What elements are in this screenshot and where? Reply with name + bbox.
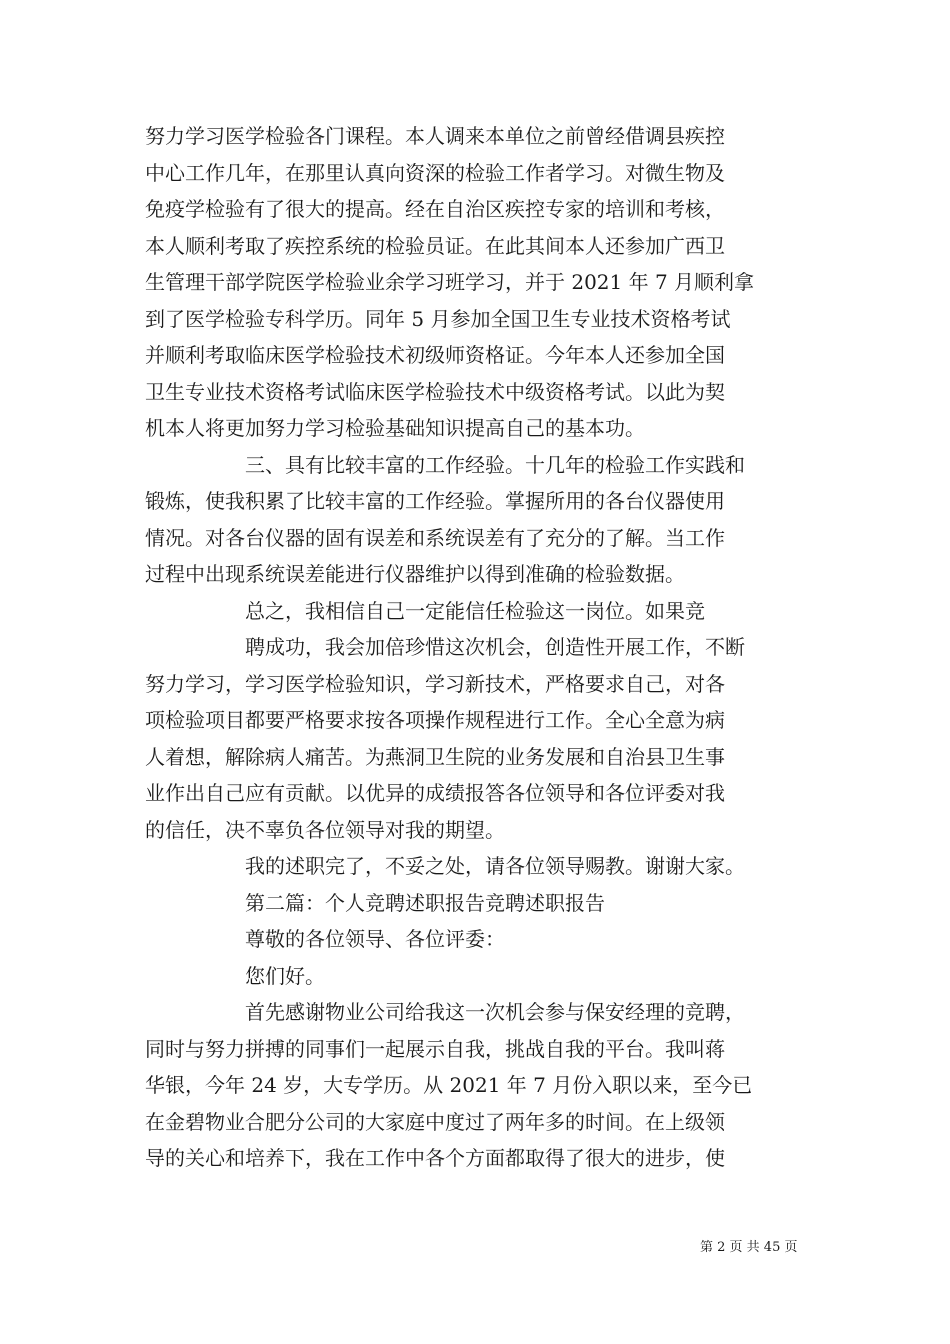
text-line: 首先感谢物业公司给我这一次机会参与保安经理的竞聘， xyxy=(245,1000,745,1024)
text-line: 业作出自己应有贡献。以优异的成绩报答各位领导和各位评委对我 xyxy=(145,781,725,805)
text-line: 您们好。 xyxy=(245,963,325,988)
text-line: 卫生专业技术资格考试临床医学检验技术中级资格考试。以此为契 xyxy=(145,379,725,404)
text-line: 努力学习，学习医学检验知识，学习新技术，严格要求自己，对各 xyxy=(145,671,725,696)
text-line: 免疫学检验有了很大的提高。经在自治区疾控专家的培训和考核， xyxy=(145,197,725,221)
text-line: 人着想，解除病人痛苦。为燕洞卫生院的业务发展和自治县卫生事 xyxy=(145,744,725,769)
document-body xyxy=(145,118,810,1177)
text-line: 生管理干部学院医学检验业余学习班学习，并于 2021 年 7 月顺利拿 xyxy=(145,270,755,294)
text-line: 项检验项目都要严格要求按各项操作规程进行工作。全心全意为病 xyxy=(145,708,725,732)
text-line: 并顺利考取临床医学检验技术初级师资格证。今年本人还参加全国 xyxy=(145,343,725,367)
text-line: 在金碧物业合肥分公司的大家庭中度过了两年多的时间。在上级领 xyxy=(145,1109,725,1134)
text-line: 第二篇：个人竞聘述职报告竞聘述职报告 xyxy=(245,890,605,915)
text-line: 的信任，决不辜负各位领导对我的期望。 xyxy=(145,817,505,842)
text-line: 情况。对各台仪器的固有误差和系统误差有了充分的了解。当工作 xyxy=(145,525,725,550)
text-line: 中心工作几年，在那里认真向资深的检验工作者学习。对微生物及 xyxy=(145,160,725,185)
text-line: 华银，今年 24 岁，大专学历。从 2021 年 7 月份入职以来，至今已 xyxy=(145,1073,753,1097)
text-line: 三、具有比较丰富的工作经验。十几年的检验工作实践和 xyxy=(245,452,745,477)
text-line: 本人顺利考取了疾控系统的检验员证。在此其间本人还参加广西卫 xyxy=(145,233,725,258)
text-line: 努力学习医学检验各门课程。本人调来本单位之前曾经借调县疾控 xyxy=(145,124,725,148)
text-line: 我的述职完了，不妥之处，请各位领导赐教。谢谢大家。 xyxy=(245,854,745,878)
text-line: 聘成功，我会加倍珍惜这次机会，创造性开展工作，不断 xyxy=(245,635,745,659)
page-number: 第 2 页 共 45 页 xyxy=(700,1240,798,1255)
text-line: 总之，我相信自己一定能信任检验这一岗位。如果竞 xyxy=(245,598,705,623)
text-line: 尊敬的各位领导、各位评委： xyxy=(245,927,505,951)
text-line: 机本人将更加努力学习检验基础知识提高自己的基本功。 xyxy=(145,416,645,440)
text-line: 同时与努力拼搏的同事们一起展示自我，挑战自我的平台。我叫蒋 xyxy=(145,1036,725,1061)
text-line: 锻炼，使我积累了比较丰富的工作经验。掌握所用的各台仪器使用 xyxy=(145,489,725,513)
text-line: 过程中出现系统误差能进行仪器维护以得到准确的检验数据。 xyxy=(145,562,685,586)
text-line: 到了医学检验专科学历。同年 5 月参加全国卫生专业技术资格考试 xyxy=(145,306,731,331)
text-line: 导的关心和培养下，我在工作中各个方面都取得了很大的进步，使 xyxy=(145,1146,725,1170)
